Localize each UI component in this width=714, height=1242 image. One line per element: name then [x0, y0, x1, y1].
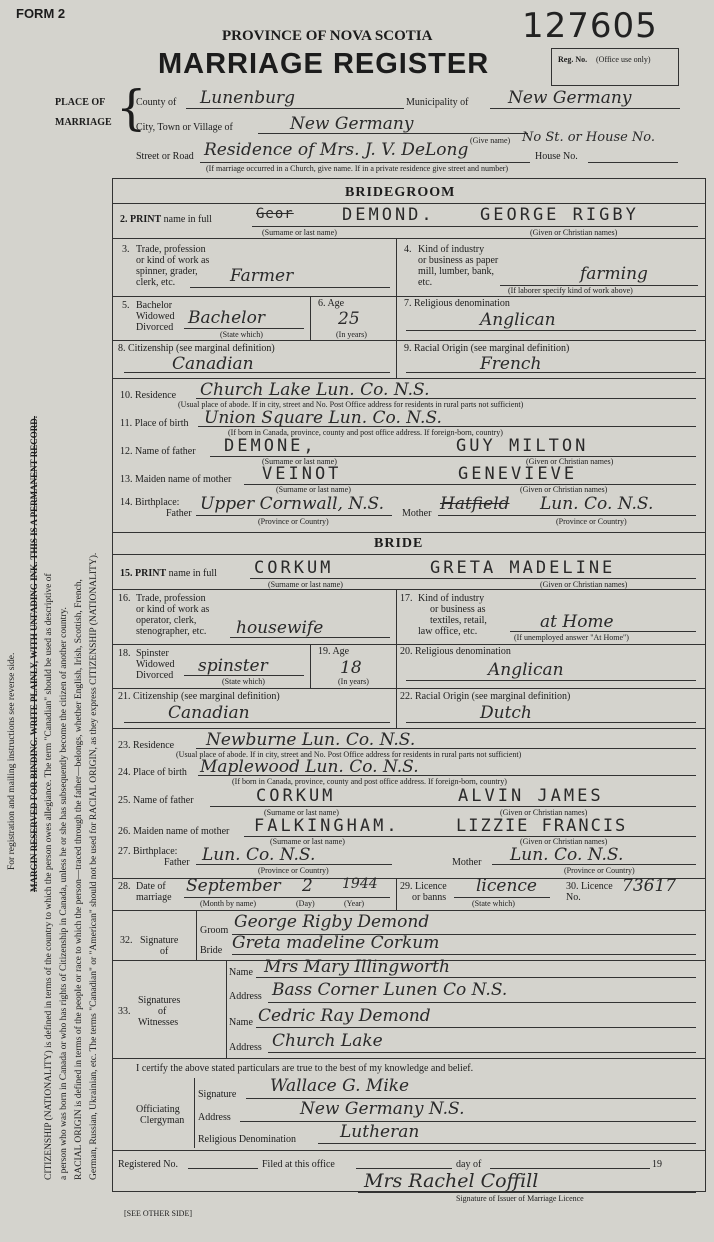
f2-label: 2. PRINT name in full — [120, 214, 212, 225]
clergy-address: New Germany N.S. — [300, 1099, 465, 1119]
f16-label-4: stenographer, etc. — [136, 626, 207, 637]
issuer-signature: Mrs Rachel Coffill — [364, 1170, 539, 1192]
f4-label-3: mill, lumber, bank, — [418, 266, 494, 277]
f17-note: (If unemployed answer "At Home") — [514, 633, 629, 642]
margin-line-2: MARGIN RESERVED FOR BINDING. WRITE PLAINLY, WITH UNFADING INK. THIS IS A PERMANENT RECORD. — [29, 415, 39, 892]
f18-num: 18. — [118, 648, 131, 659]
f17-label-3: textiles, retail, — [430, 615, 487, 626]
f28-year: 1944 — [342, 876, 378, 892]
f24-label: 24. Place of birth — [118, 767, 187, 778]
f2-sub-given: (Given or Christian names) — [530, 228, 618, 237]
f6-value: 25 — [338, 309, 360, 329]
wit-label-1: Signatures — [138, 995, 181, 1006]
f26-sub-surname: (Surname or last name) — [270, 837, 345, 846]
place-heading-2: MARRIAGE — [55, 117, 112, 128]
f27-father-label: Father — [164, 857, 190, 868]
f28-month: September — [186, 876, 281, 896]
f3-num: 3. — [122, 244, 130, 255]
f7-label: 7. Religious denomination — [404, 298, 510, 309]
bridegroom-heading: BRIDEGROOM — [345, 185, 456, 200]
margin-line-3: CITIZENSHIP (NATIONALITY) is defined in terms of the country to which the person owes allegiance. The term "Canadian" should be used as descriptive of — [44, 573, 54, 1180]
f25-sub-surname: (Surname or last name) — [264, 808, 339, 817]
margin-line-4: a person who was born in Canada or who has rights of Citizenship in Canada, unless he or she has subsequently become the citizen of another country. — [59, 607, 69, 1180]
f30-label: 30. Licence — [566, 881, 613, 892]
f26-label: 26. Maiden name of mother — [118, 826, 230, 837]
f10-label: 10. Residence — [120, 390, 177, 401]
f12-sub-surname: (Surname or last name) — [262, 457, 337, 466]
f4-label-1: Kind of industry — [418, 244, 485, 255]
f16-label-2: or kind of work as — [136, 604, 210, 615]
f27-mother: Lun. Co. N.S. — [510, 845, 624, 865]
f18-value: spinster — [198, 656, 268, 676]
f10-value: Church Lake Lun. Co. N.S. — [200, 380, 430, 400]
street-note: (If marriage occurred in a Church, give name. If in a private residence give street and number) — [206, 164, 509, 173]
f15-given: GRETA MADELINE — [430, 558, 616, 578]
f6-label: 6. Age — [318, 298, 345, 309]
street-extra: No St. or House No. — [522, 130, 656, 145]
see-other-side: [SEE OTHER SIDE] — [124, 1209, 192, 1218]
f15-sub-surname: (Surname or last name) — [268, 580, 343, 589]
f29-label-1: 29. Licence — [400, 881, 447, 892]
f7-value: Anglican — [480, 310, 556, 330]
f9-label: 9. Racial Origin (see marginal definition) — [404, 343, 570, 354]
w1-address: Bass Corner Lunen Co N.S. — [272, 980, 508, 1000]
reg-box-note: (Office use only) — [596, 55, 651, 64]
clergy-label-2: Clergyman — [140, 1115, 185, 1126]
handwritten-reg-number: 127605 — [522, 6, 658, 46]
w2-address: Church Lake — [272, 1031, 383, 1051]
place-heading-1: PLACE OF — [55, 97, 106, 108]
f3-label-3: spinner, grader, — [136, 266, 198, 277]
f25-label: 25. Name of father — [118, 795, 194, 806]
registered-label: Registered No. — [118, 1159, 178, 1170]
municipality-value: New Germany — [508, 88, 632, 108]
f25-given: ALVIN JAMES — [458, 786, 604, 806]
f11-sub: (If born in Canada, province, county and post office address. If foreign-born, country) — [228, 428, 503, 437]
f30-label-2: No. — [566, 892, 581, 903]
bride-label: Bride — [200, 945, 223, 956]
reg-box-label: Reg. No. — [558, 55, 588, 64]
margin-line-5: RACIAL ORIGIN is defined in terms of the people or race to which the person—traced through the father—belongs, whether English, Irish, Scottish, French, — [74, 579, 84, 1180]
year-prefix: 19 — [652, 1159, 662, 1170]
f28-num: 28. — [118, 881, 131, 892]
w1-name: Mrs Mary Illingworth — [264, 957, 450, 977]
filed-label: Filed at this office — [262, 1159, 335, 1170]
f5-label-3: Divorced — [136, 322, 174, 333]
clergy-address-label: Address — [198, 1112, 231, 1123]
f23-value: Newburne Lun. Co. N.S. — [206, 730, 416, 750]
f18-label-2: Widowed — [136, 659, 175, 670]
f3-value: Farmer — [230, 266, 294, 286]
clergy-label-1: Officiating — [136, 1104, 180, 1115]
w2-address-label: Address — [229, 1042, 262, 1053]
f23-label: 23. Residence — [118, 740, 175, 751]
f14-mother-crossed: Hatfield — [440, 494, 510, 514]
f20-label: 20. Religious denomination — [400, 646, 511, 657]
groom-signature: George Rigby Demond — [234, 912, 430, 932]
f13-label: 13. Maiden name of mother — [120, 474, 232, 485]
f16-value: housewife — [236, 618, 324, 638]
f33-num: 33. — [118, 1006, 131, 1017]
f32-label-1: Signature — [140, 935, 179, 946]
f27-father: Lun. Co. N.S. — [202, 845, 316, 865]
f25-sub-given: (Given or Christian names) — [500, 808, 588, 817]
f12-given: GUY MILTON — [456, 436, 589, 456]
f27-sub-1: (Province or Country) — [258, 866, 329, 875]
f4-label-2: or business as paper — [418, 255, 499, 266]
f30-value: 73617 — [622, 876, 677, 896]
clergy-denom: Lutheran — [340, 1122, 420, 1142]
city-value: New Germany — [290, 114, 414, 134]
f4-note: (If laborer specify kind of work above) — [508, 286, 633, 295]
w2-name: Cedric Ray Demond — [258, 1006, 431, 1026]
f15-surname: CORKUM — [254, 558, 334, 578]
f5-num: 5. — [122, 300, 130, 311]
f3-label-1: Trade, profession — [136, 244, 206, 255]
f21-label: 21. Citizenship (see marginal definition) — [118, 691, 280, 702]
f16-label-3: operator, clerk, — [136, 615, 197, 626]
f2-given: GEORGE RIGBY — [480, 205, 639, 225]
f20-value: Anglican — [488, 660, 564, 680]
bride-signature: Greta madeline Corkum — [232, 933, 440, 953]
f26-sub-given: (Given or Christian names) — [520, 837, 608, 846]
f8-label: 8. Citizenship (see marginal definition) — [118, 343, 275, 354]
w2-name-label: Name — [229, 1017, 253, 1028]
wit-label-3: Witnesses — [138, 1017, 179, 1028]
f29-value: licence — [476, 876, 537, 896]
clergy-signature: Wallace G. Mike — [270, 1076, 410, 1096]
certify-text: I certify the above stated particulars are true to the best of my knowledge and belief. — [136, 1063, 474, 1074]
f4-value: farming — [580, 264, 648, 284]
w1-address-label: Address — [229, 991, 262, 1002]
give-name-note: (Give name) — [470, 136, 511, 145]
f26-given: LIZZIE FRANCIS — [456, 816, 628, 836]
f18-label-3: Divorced — [136, 670, 174, 681]
f32-label-2: of — [160, 946, 169, 957]
f14-mother-label: Mother — [402, 508, 432, 519]
margin-line-1: For registration and mailing instructions see reverse side. — [7, 652, 17, 870]
f16-label-1: Trade, profession — [136, 593, 206, 604]
f29-label-2: or banns — [412, 892, 447, 903]
f13-sub-surname: (Surname or last name) — [276, 485, 351, 494]
f28-label-2: marriage — [136, 892, 172, 903]
f4-num: 4. — [404, 244, 412, 255]
f19-value: 18 — [340, 658, 362, 678]
f14-sub-1: (Province or Country) — [258, 517, 329, 526]
f10-sub: (Usual place of abode. If in city, street and No. Post Office address for residents in rural parts not sufficient) — [178, 400, 524, 409]
f22-value: Dutch — [480, 703, 532, 723]
w1-name-label: Name — [229, 967, 253, 978]
f4-label-4: etc. — [418, 277, 433, 288]
province-heading: PROVINCE OF NOVA SCOTIA — [222, 28, 433, 44]
place-brace: { — [116, 80, 147, 136]
f13-surname: VEINOT — [262, 464, 342, 484]
street-label: Street or Road — [136, 151, 194, 162]
f12-sub-given: (Given or Christian names) — [526, 457, 614, 466]
f25-surname: CORKUM — [256, 786, 336, 806]
county-label: County of — [136, 97, 177, 108]
f12-surname: DEMONE, — [224, 436, 317, 456]
clergy-signature-label: Signature — [198, 1089, 237, 1100]
f5-value: Bachelor — [188, 308, 265, 328]
f14-mother: Lun. Co. N.S. — [540, 494, 654, 514]
f17-label-4: law office, etc. — [418, 626, 478, 637]
day-of-label: day of — [456, 1159, 482, 1170]
street-value: Residence of Mrs. J. V. DeLong — [204, 140, 469, 160]
f23-sub: (Usual place of abode. If in city, street and No. Post Office address for residents in rural parts not sufficient) — [176, 750, 522, 759]
f28-label-1: Date of — [136, 881, 166, 892]
f17-label-1: Kind of industry — [418, 593, 485, 604]
f17-value: at Home — [540, 612, 614, 632]
f3-label-4: clerk, etc. — [136, 277, 176, 288]
f2-surname: DEMOND. — [342, 205, 435, 225]
city-label: City, Town or Village of — [136, 122, 233, 133]
f27-sub-2: (Province or Country) — [564, 866, 635, 875]
f5-label-1: Bachelor — [136, 300, 173, 311]
f11-label: 11. Place of birth — [120, 418, 189, 429]
f27-mother-label: Mother — [452, 857, 482, 868]
issuer-label: Signature of Issuer of Marriage Licence — [456, 1194, 584, 1203]
page-title: MARRIAGE REGISTER — [158, 48, 490, 80]
f11-value: Union Square Lun. Co. N.S. — [204, 408, 442, 428]
f9-value: French — [480, 354, 542, 374]
f14-father: Upper Cornwall, N.S. — [200, 494, 385, 514]
f14-father-label: Father — [166, 508, 192, 519]
f29-sub: (State which) — [472, 899, 515, 908]
f5-sub: (State which) — [220, 330, 263, 339]
f2-sub-surname: (Surname or last name) — [262, 228, 337, 237]
form-label: FORM 2 — [16, 6, 66, 21]
f13-given: GENEVIEVE — [458, 464, 578, 484]
reg-box — [551, 48, 679, 86]
f12-label: 12. Name of father — [120, 446, 196, 457]
f13-sub-given: (Given or Christian names) — [520, 485, 608, 494]
bride-heading: BRIDE — [374, 536, 424, 551]
f14-sub-2: (Province or Country) — [556, 517, 627, 526]
f28-sub-year: (Year) — [344, 899, 365, 908]
f27-label: 27. Birthplace: — [118, 846, 178, 857]
margin-line-6: German, Russian, Ukrainian, etc. The terms "Canadian" or "American" should not be used for RACIAL ORIGIN, as they express CITIZENSHIP (NATIONALITY). — [89, 552, 99, 1180]
f19-sub: (In years) — [338, 677, 369, 686]
f14-label: 14. Birthplace: — [120, 497, 180, 508]
groom-label: Groom — [200, 925, 229, 936]
f16-num: 16. — [118, 593, 131, 604]
f3-label-2: or kind of work as — [136, 255, 210, 266]
f5-label-2: Widowed — [136, 311, 175, 322]
f17-label-2: or business as — [430, 604, 486, 615]
f26-surname: FALKINGHAM. — [254, 816, 400, 836]
house-label: House No. — [535, 151, 578, 162]
clergy-denom-label: Religious Denomination — [198, 1134, 297, 1145]
f2-crossed: Geor — [256, 206, 294, 222]
f17-num: 17. — [400, 593, 413, 604]
f28-day: 2 — [302, 876, 313, 896]
f15-label: 15. PRINT name in full — [120, 568, 217, 579]
f28-sub-month: (Month by name) — [200, 899, 256, 908]
f24-value: Maplewood Lun. Co. N.S. — [200, 757, 419, 777]
f24-sub: (If born in Canada, province, county and post office address. If foreign-born, country) — [232, 777, 507, 786]
county-value: Lunenburg — [200, 88, 296, 108]
f28-sub-day: (Day) — [296, 899, 315, 908]
f19-label: 19. Age — [318, 646, 350, 657]
f6-sub: (In years) — [336, 330, 367, 339]
municipality-label: Municipality of — [406, 97, 469, 108]
f21-value: Canadian — [168, 703, 250, 723]
f32-num: 32. — [120, 935, 133, 946]
f15-sub-given: (Given or Christian names) — [540, 580, 628, 589]
f22-label: 22. Racial Origin (see marginal definition) — [400, 691, 571, 702]
f18-sub: (State which) — [222, 677, 265, 686]
f8-value: Canadian — [172, 354, 254, 374]
f18-label-1: Spinster — [136, 648, 169, 659]
wit-label-2: of — [158, 1006, 167, 1017]
